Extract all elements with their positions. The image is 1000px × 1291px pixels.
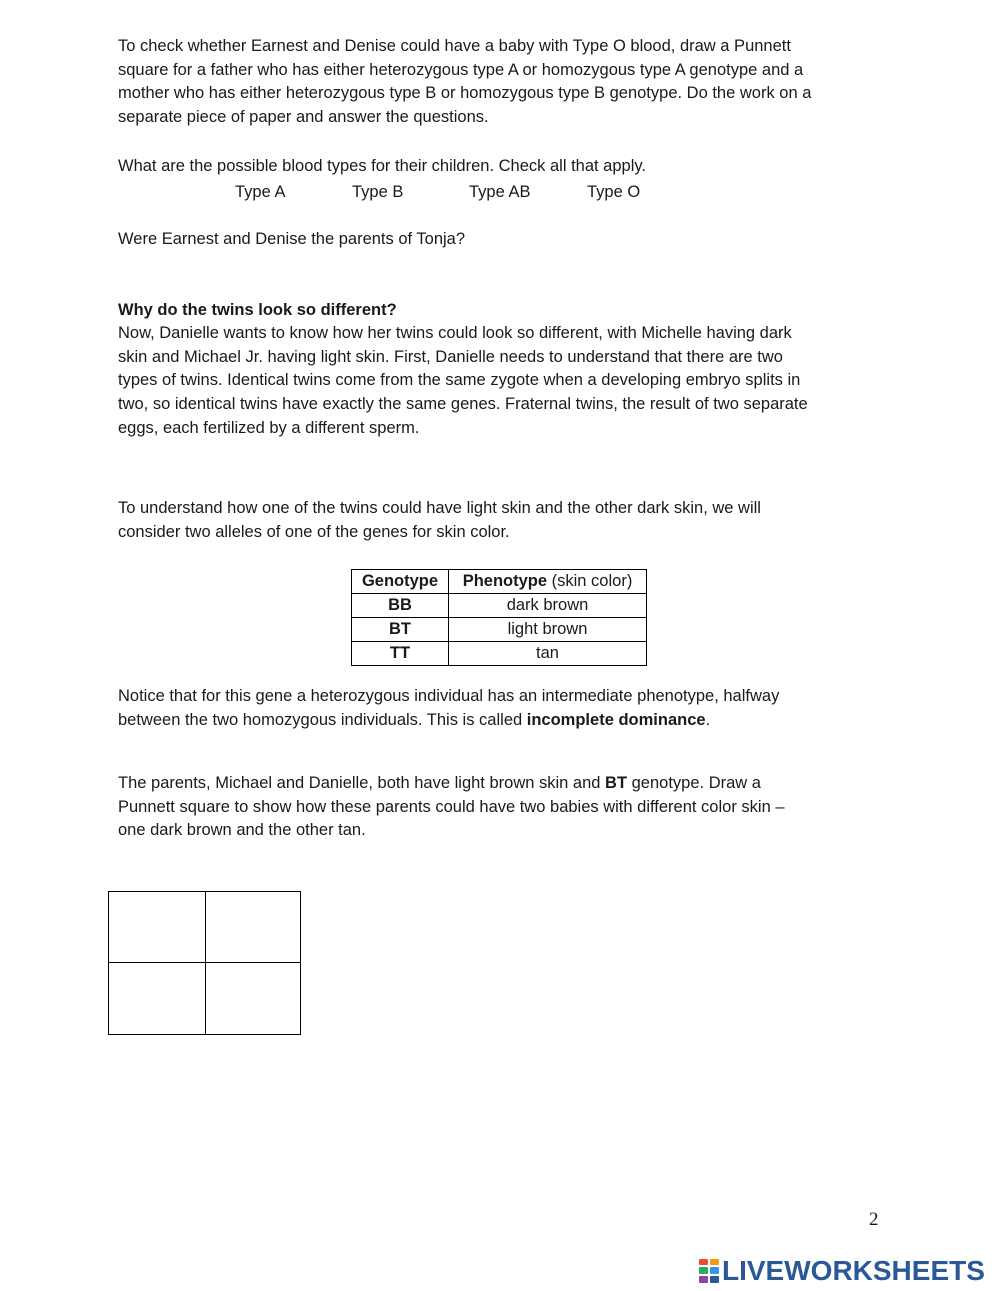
dominance-line: Notice that for this gene a heterozygous individual has an intermediate phenotype, halfway [118,687,780,705]
option-type-o[interactable]: Type O [587,183,641,201]
punnett-cell[interactable] [109,892,205,962]
genotype-cell: BT [352,618,449,642]
intro-line: square for a father who has either heterozygous type A or homozygous type A genotype and a [118,60,804,79]
twins-line: skin and Michael Jr. having light skin. First, Danielle needs to understand that there are two [118,347,783,366]
task-line: Punnett square to show how these parents could have two babies with different color skin – [118,797,785,816]
option-type-b[interactable]: Type B [352,183,404,201]
phenotype-cell: dark brown [449,594,647,618]
task-line [118,772,888,796]
twins-line: eggs, each fertilized by a different sperm. [118,418,420,437]
alleles-paragraph [118,497,888,544]
dominance-term: incomplete dominance [526,710,706,729]
twins-line: types of twins. Identical twins come from the same zygote when a developing embryo splits in [118,371,801,390]
parents-question: Were Earnest and Denise the parents of Tonja? [118,230,466,248]
intro-line: mother who has either heterozygous type B or homozygous type B genotype. Do the work on a [118,84,812,103]
section-heading: Why do the twins look so different? [118,301,397,319]
punnett-cell[interactable] [206,963,300,1034]
table-row [352,594,647,618]
dominance-text: between the two homozygous individuals. This is called [118,710,527,729]
twins-line: two, so identical twins have exactly the same genes. Fraternal twins, the result of two separate [118,395,808,414]
dominance-paragraph [118,685,888,732]
liveworksheets-logo [698,1256,985,1286]
phenotype-cell: light brown [449,618,647,642]
dominance-line [118,709,888,733]
genotype-cell: BB [352,594,449,618]
alleles-line: To understand how one of the twins could have light skin and the other dark skin, we will [118,499,761,517]
table-row [352,618,647,642]
page-number: 2 [869,1209,879,1230]
genotype-cell: TT [352,642,449,666]
task-genotype: BT [605,774,628,792]
table-header-row [352,570,647,594]
brand-name: LIVEWORKSHEETS [722,1255,985,1286]
parents-task-paragraph [118,772,888,843]
blood-type-question: What are the possible blood types for their children. Check all that apply. [118,157,646,175]
logo-blocks-icon [698,1258,720,1284]
header-genotype: Genotype [352,570,449,594]
intro-paragraph [118,35,888,130]
twins-paragraph [118,322,888,441]
twins-line: Now, Danielle wants to know how her twins could look so different, with Michelle having dark [118,324,792,342]
punnett-cell[interactable] [109,963,205,1034]
phenotype-cell: tan [449,642,647,666]
alleles-line: consider two alleles of one of the genes for skin color. [118,522,510,541]
header-phenotype [449,570,647,594]
option-type-ab[interactable]: Type AB [469,183,531,201]
task-text: The parents, Michael and Danielle, both have light brown skin and [118,774,606,792]
header-phenotype-label: Phenotype [462,572,548,590]
punnett-cell[interactable] [206,892,300,962]
intro-line: To check whether Earnest and Denise could have a baby with Type O blood, draw a Punnett [118,37,791,55]
intro-line: separate piece of paper and answer the questions. [118,108,489,127]
punnett-square [108,891,301,1035]
option-type-a[interactable]: Type A [235,183,286,201]
header-phenotype-note: (skin color) [547,572,633,590]
table-row [352,642,647,666]
task-text-end: genotype. Draw a [627,774,761,792]
dominance-period: . [705,710,711,729]
task-line: one dark brown and the other tan. [118,821,366,840]
genotype-phenotype-table [351,569,647,666]
